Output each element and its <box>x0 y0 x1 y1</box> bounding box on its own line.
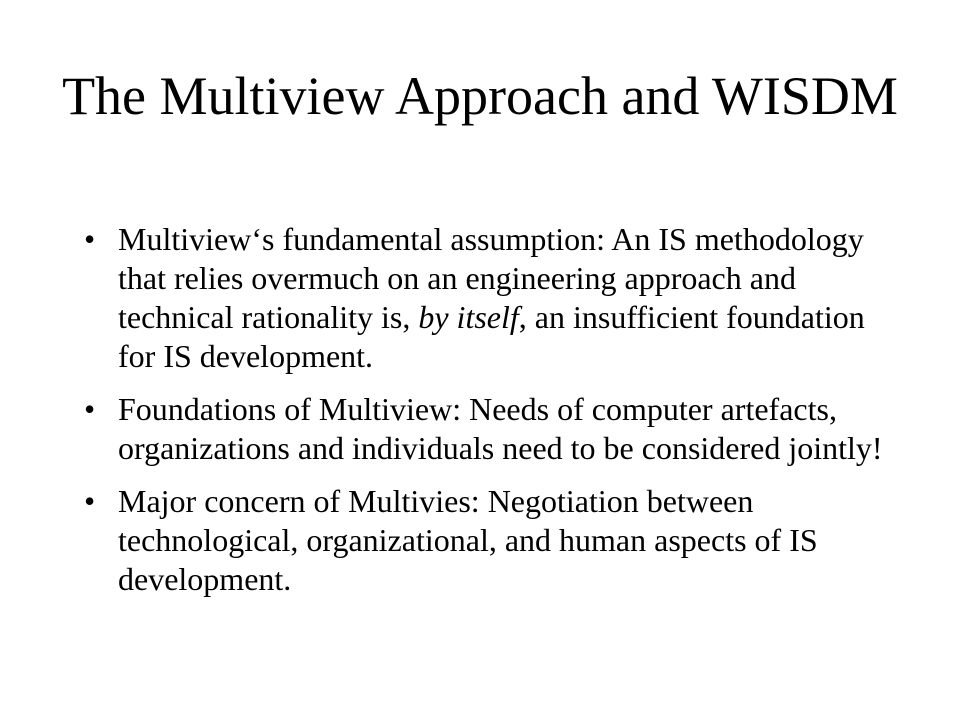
bullet-item-major-concern <box>84 482 884 599</box>
bullet-text <box>118 221 865 374</box>
bullet-item-assumption <box>84 220 884 376</box>
bullet-text-start: Multiview‘s fundamental assumption: An IS methodology that relies overmuch on an engineering approach and technical rationality is, <box>118 221 864 335</box>
bullet-text: Foundations of Multiview: Needs of computer artefacts, organizations and individuals need to be considered jointly! <box>118 391 883 466</box>
bullet-marker: • <box>84 391 96 427</box>
slide-title: The Multiview Approach and WISDM <box>62 66 898 126</box>
bullet-marker: • <box>84 483 96 519</box>
bullet-marker: • <box>84 221 96 257</box>
bullet-text: Major concern of Multivies: Negotiation between technological, organizational, and human aspects of IS development. <box>118 483 818 597</box>
bullet-emphasis: by itself <box>418 299 519 335</box>
bullet-item-foundations <box>84 390 884 468</box>
bullet-list <box>84 220 884 613</box>
bullet-text-end: , an insufficient foundation for IS development. <box>118 299 865 374</box>
